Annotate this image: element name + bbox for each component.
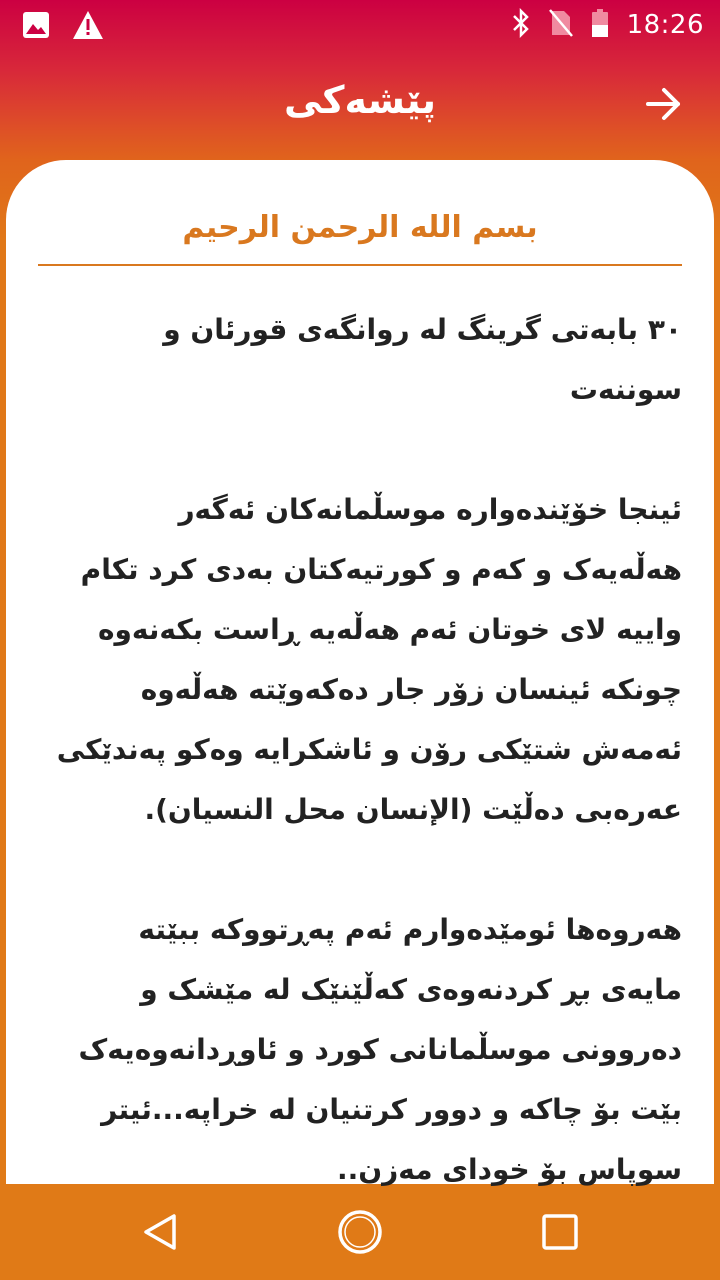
battery-icon	[591, 8, 609, 42]
warning-icon	[72, 10, 104, 44]
home-circle-icon[interactable]	[336, 1208, 384, 1256]
content-body	[50, 300, 682, 1260]
page-title: پێشەکی	[283, 78, 437, 122]
image-icon	[22, 11, 50, 43]
header-divider	[38, 264, 682, 266]
paragraph-title: ٣٠ بابەتی گرینگ لە روانگەی قورئان و سوننەت	[163, 313, 682, 406]
no-sim-icon	[549, 8, 573, 42]
paragraph: هەروەها ئومێدەوارم ئەم پەڕتووکە ببێتە مایەی بڕ کردنەوەی کەڵێنێک لە مێشک و دەروونی موسڵمانانی کورد و ئاوڕدانەوەیەک بێت بۆ چاکە و دوور کرتنیان لە خراپە...ئیتر سوپاس بۆ خودای مەزن..	[78, 913, 682, 1186]
navigation-bar	[0, 1184, 720, 1280]
recents-square-icon[interactable]	[536, 1208, 584, 1256]
status-left	[22, 10, 104, 44]
paragraph: ئینجا خۆێندەوارە موسڵمانەکان ئەگەر هەڵەیەک و کەم و کورتیەکتان بەدی کرد تکام واییە لای خوتان ئەم هەڵەیە ڕاست بکەنەوە چونکە ئینسان زۆر جار دەکەوێتە هەڵەوە ئەمەش شتێکی رۆن و ئاشکرایە وەکو پەندێکی عەرەبی دەڵێت (الإنسان محل النسيان).	[56, 493, 682, 826]
app-bar	[0, 50, 720, 160]
back-triangle-icon[interactable]	[136, 1208, 184, 1256]
bismillah-header: بسم الله الرحمن الرحيم	[182, 210, 538, 245]
arrow-right-icon[interactable]	[644, 84, 684, 124]
status-bar	[0, 0, 720, 50]
status-right	[511, 8, 704, 42]
bluetooth-icon	[511, 8, 531, 42]
content-card[interactable]	[6, 160, 714, 1184]
status-time: 18:26	[626, 10, 704, 40]
